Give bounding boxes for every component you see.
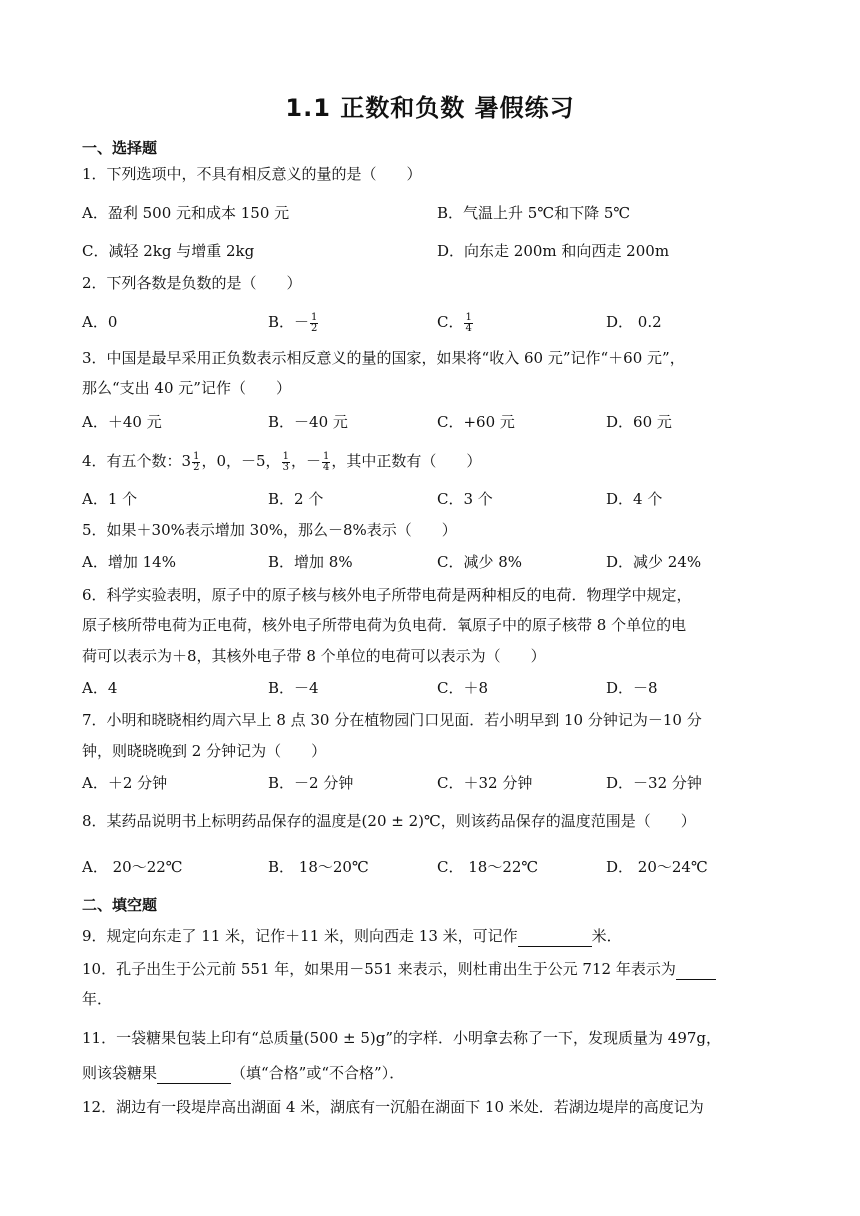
q6-stem-line3: 荷可以表示为＋8，其核外电子带 8 个单位的电荷可以表示为（ ） (82, 647, 546, 665)
q2-option-b (268, 311, 319, 334)
fraction-numerator: 1 (311, 311, 318, 323)
q11-tail: （填“合格”或“不合格”）． (231, 1064, 405, 1082)
q10-answer-blank[interactable] (676, 961, 716, 980)
q11-stem-line1: 11．一袋糖果包装上印有“总质量(500 ± 5)g”的字样．小明拿去称了一下，发现质量为 497g， (82, 1029, 722, 1047)
fraction-denominator: 3 (282, 461, 289, 473)
fraction-denominator: 2 (193, 461, 200, 473)
q4-sep: ，－ (290, 452, 321, 470)
q9-stem (82, 925, 622, 947)
q4-option-d: D．4 个 (606, 490, 663, 508)
fraction-denominator: 2 (311, 322, 318, 334)
q2-stem: 2．下列各数是负数的是（ ） (82, 274, 302, 292)
q6-stem-line2: 原子核所带电荷为正电荷，核外电子所带电荷为负电荷．氧原子中的原子核带 8 个单位的电 (82, 616, 687, 634)
q7-stem-line1: 7．小明和晓晓相约周六早上 8 点 30 分在植物园门口见面．若小明早到 10 分钟记为－10 分 (82, 711, 702, 729)
q11-stem-line2 (82, 1062, 404, 1084)
q4-lead: 4．有五个数：3 (82, 452, 192, 470)
page-title: 1.1 正数和负数 暑假练习 (285, 94, 575, 122)
q3-option-a: A．＋40 元 (82, 413, 162, 431)
q1-stem: 1．下列选项中，不具有相反意义的量的是（ ） (82, 165, 422, 183)
fraction-numerator: 1 (465, 311, 472, 323)
q2-option-b-sign: － (294, 313, 310, 331)
q7-option-b: B．－2 分钟 (268, 774, 354, 792)
q12-stem-line1: 12．湖边有一段堤岸高出湖面 4 米，湖底有一沉船在湖面下 10 米处．若湖边堤岸的高度记为 (82, 1098, 704, 1116)
q8-option-c: C． 18～22℃ (437, 858, 539, 876)
section-fill-heading: 二、填空题 (82, 896, 158, 914)
q4-fraction-3 (322, 452, 330, 473)
section-choice-heading: 一、选择题 (82, 139, 158, 157)
q8-option-b: B． 18～20℃ (268, 858, 369, 876)
q5-stem: 5．如果＋30%表示增加 30%，那么－8%表示（ ） (82, 521, 457, 539)
q8-option-d: D． 20～24℃ (606, 858, 708, 876)
q9-answer-blank[interactable] (518, 928, 592, 947)
q1-option-a: A．盈利 500 元和成本 150 元 (82, 204, 290, 222)
q4-fraction-1 (192, 452, 200, 473)
fraction-numerator: 1 (282, 450, 289, 462)
q2-option-c (437, 311, 474, 334)
fraction-numerator: 1 (322, 450, 330, 462)
q3-stem-line1: 3．中国是最早采用正负数表示相反意义的量的国家，如果将“收入 60 元”记作“＋60 元”， (82, 349, 685, 367)
q7-option-a: A．＋2 分钟 (82, 774, 168, 792)
q6-option-b: B．－4 (268, 679, 319, 697)
q7-option-c: C．＋32 分钟 (437, 774, 533, 792)
q2-option-c-prefix: C． (437, 313, 464, 331)
q6-option-d: D．－8 (606, 679, 658, 697)
q11-answer-blank[interactable] (157, 1065, 231, 1084)
q2-option-b-fraction (310, 313, 318, 334)
q11-lead: 则该袋糖果 (82, 1064, 158, 1082)
q4-fraction-2 (282, 452, 290, 473)
q6-stem-line1: 6．科学实验表明，原子中的原子核与核外电子所带电荷是两种相反的电荷．物理学中规定， (82, 586, 692, 604)
q5-option-a: A．增加 14% (82, 553, 176, 571)
fraction-denominator: 4 (465, 322, 472, 334)
q4-stem (82, 450, 481, 473)
q4-option-b: B．2 个 (268, 490, 324, 508)
q3-option-c: C．+60 元 (437, 413, 515, 431)
q2-option-a: A．0 (82, 313, 118, 331)
fraction-numerator: 1 (193, 450, 200, 462)
q2-option-b-prefix: B． (268, 313, 295, 331)
q2-option-d: D． 0.2 (606, 313, 662, 331)
q3-stem-line2: 那么“支出 40 元”记作（ ） (82, 379, 291, 397)
q5-option-b: B．增加 8% (268, 553, 353, 571)
q8-option-a: A． 20～22℃ (82, 858, 183, 876)
fraction-denominator: 4 (322, 461, 330, 473)
q9-tail: 米． (591, 927, 622, 945)
q9-text: 9．规定向东走了 11 米，记作＋11 米，则向西走 13 米，可记作 (82, 927, 518, 945)
q10-stem-line2: 年． (82, 990, 113, 1008)
q6-option-a: A．4 (82, 679, 118, 697)
q6-option-c: C．＋8 (437, 679, 489, 697)
q1-option-b: B．气温上升 5℃和下降 5℃ (437, 204, 631, 222)
q7-stem-line2: 钟，则晓晓晚到 2 分钟记为（ ） (82, 742, 327, 760)
q10-text: 10．孔子出生于公元前 551 年，如果用－551 来表示，则杜甫出生于公元 712 年表示为 (82, 960, 676, 978)
q1-option-c: C．减轻 2kg 与增重 2kg (82, 242, 255, 260)
q4-option-c: C．3 个 (437, 490, 493, 508)
q8-stem: 8．某药品说明书上标明药品保存的温度是(20 ± 2)℃，则该药品保存的温度范围是（ ） (82, 812, 696, 830)
q3-option-d: D．60 元 (606, 413, 672, 431)
q1-option-d: D．向东走 200m 和向西走 200m (437, 242, 670, 260)
q4-mid: ，0，－5， (201, 452, 281, 470)
q4-option-a: A．1 个 (82, 490, 138, 508)
q4-tail: ，其中正数有（ ） (331, 452, 482, 470)
q10-stem-line1 (82, 958, 716, 980)
q5-option-d: D．减少 24% (606, 553, 702, 571)
q2-option-c-fraction (464, 313, 472, 334)
q7-option-d: D．－32 分钟 (606, 774, 702, 792)
q5-option-c: C．减少 8% (437, 553, 523, 571)
q3-option-b: B．－40 元 (268, 413, 348, 431)
